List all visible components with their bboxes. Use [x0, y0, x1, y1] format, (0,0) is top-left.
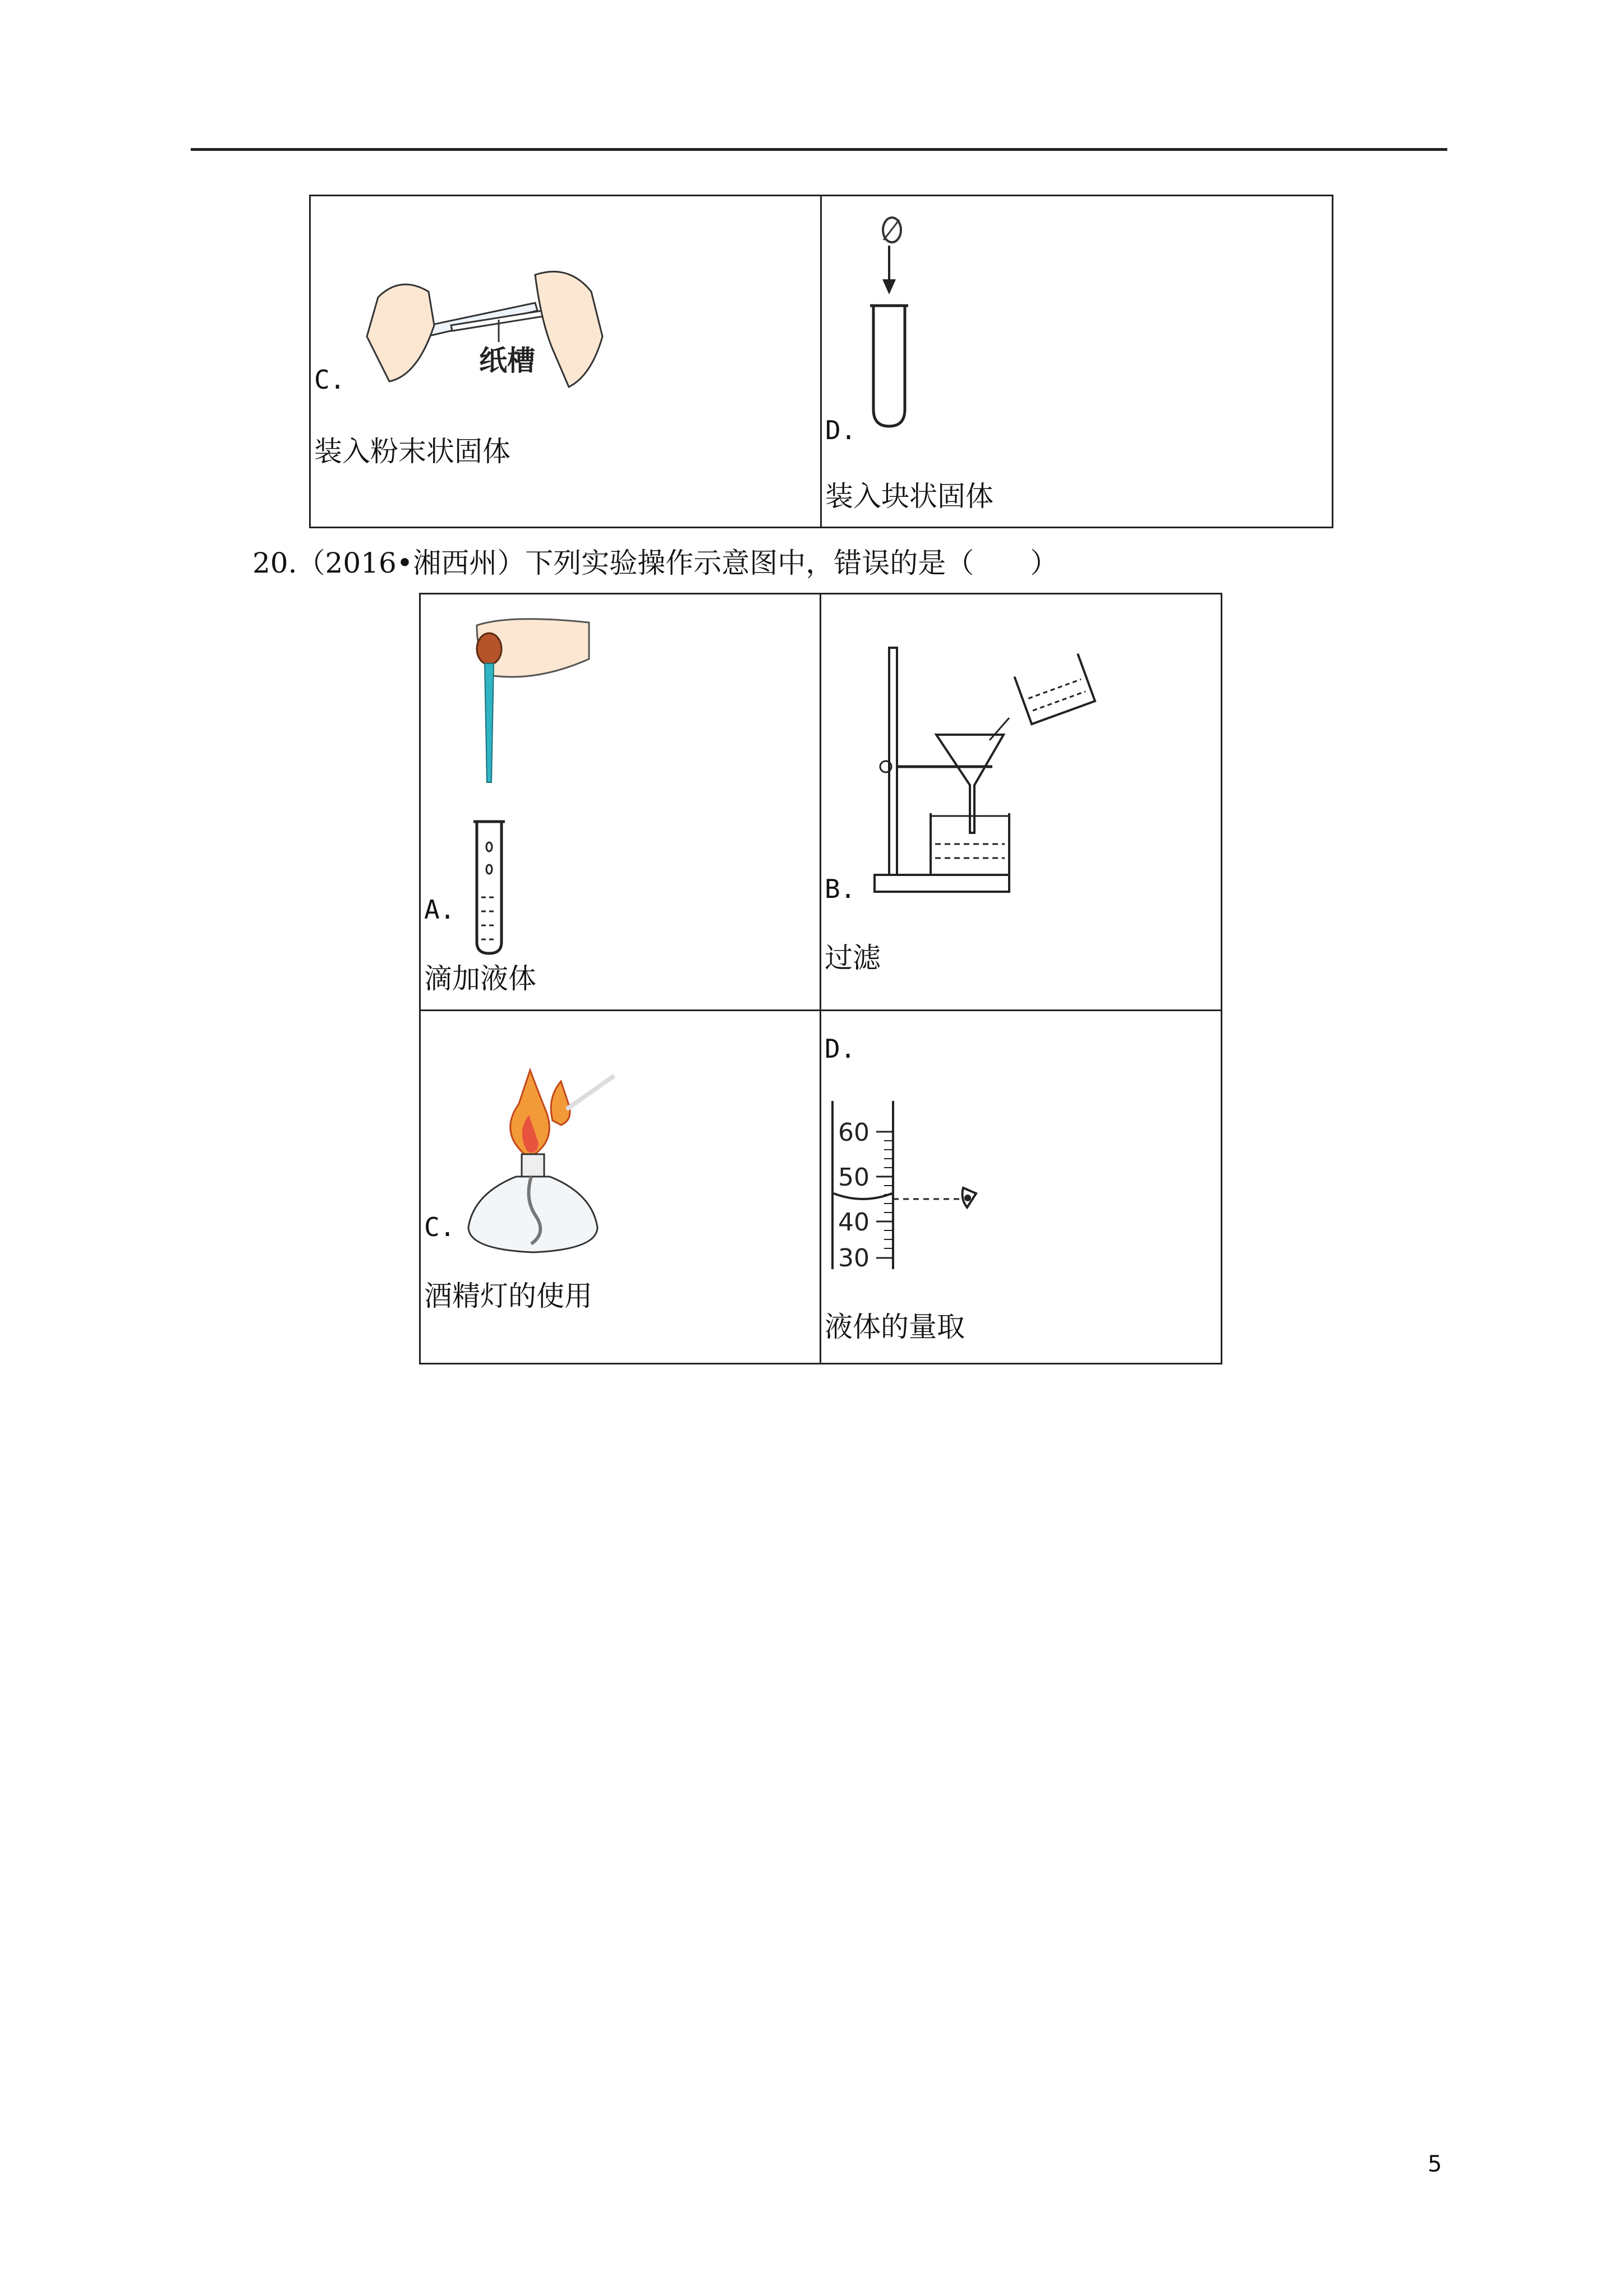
option-caption: 装入块状固体 — [825, 480, 993, 513]
option-caption: 酒精灯的使用 — [424, 1280, 592, 1312]
scale-label-40: 40 — [838, 1208, 869, 1237]
q19-options-table — [309, 195, 1333, 528]
filtration-figure — [869, 639, 1105, 909]
q20-option-d-cell — [821, 1011, 1222, 1364]
graduated-cylinder-figure — [826, 1098, 1000, 1278]
option-caption: 液体的量取 — [825, 1311, 965, 1343]
lump-solid-tube-figure — [855, 213, 923, 437]
q20-option-b-cell — [821, 594, 1222, 1011]
page-number: 5 — [1428, 2151, 1442, 2177]
option-caption: 过滤 — [825, 942, 881, 974]
scale-label-50: 50 — [838, 1163, 869, 1192]
option-label: D. — [825, 415, 857, 445]
powder-loading-figure — [367, 269, 614, 393]
scale-label-60: 60 — [838, 1118, 869, 1147]
q19-option-d-cell — [821, 196, 1333, 528]
q19-option-c-cell — [310, 196, 821, 528]
dropper-figure — [454, 614, 589, 928]
option-label: C. — [314, 365, 346, 395]
q20-option-c-cell — [420, 1011, 821, 1364]
alcohol-lamp-figure — [468, 1053, 625, 1266]
header-rule — [191, 148, 1447, 151]
q20-options-table — [419, 593, 1222, 1364]
paper-trough-label: 纸槽 — [479, 344, 535, 377]
option-label: B. — [825, 874, 856, 904]
option-label: A. — [424, 895, 456, 925]
option-label: D. — [825, 1034, 856, 1064]
option-caption: 装入粉末状固体 — [314, 435, 510, 468]
option-label: C. — [424, 1212, 456, 1242]
scale-label-30: 30 — [838, 1244, 869, 1273]
question-20-stem: 20.（2016•湘西州）下列实验操作示意图中，错误的是（ ） — [252, 547, 1059, 579]
option-caption: 滴加液体 — [424, 962, 536, 995]
q20-option-a-cell — [420, 594, 821, 1011]
